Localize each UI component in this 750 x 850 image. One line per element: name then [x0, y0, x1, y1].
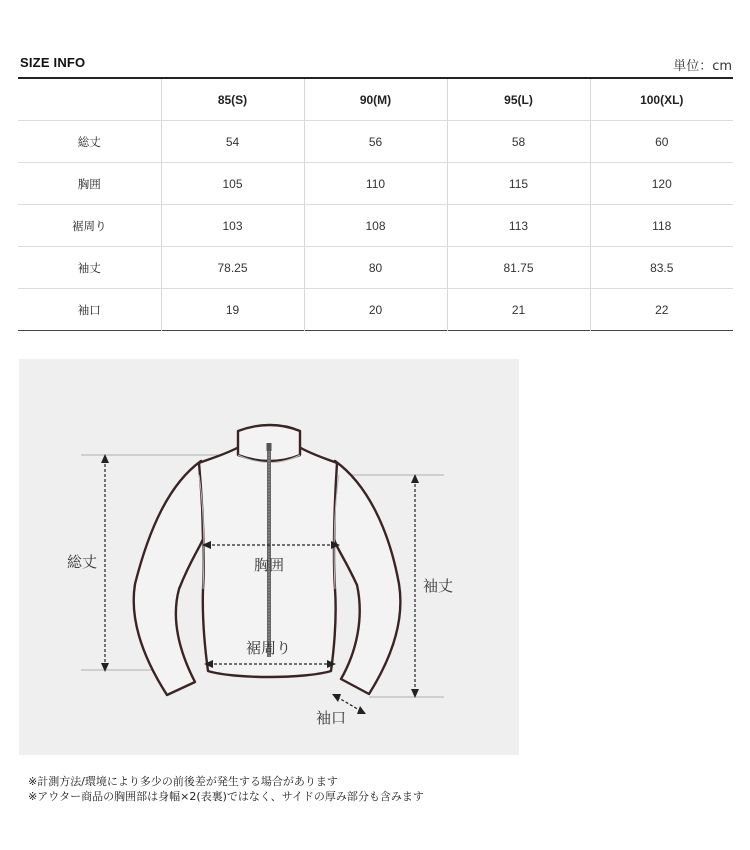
table-row	[18, 163, 733, 205]
table-cell: 58	[447, 121, 590, 163]
zipper	[267, 443, 272, 657]
row-label: 胸囲	[18, 163, 161, 205]
table-cell: 105	[161, 163, 304, 205]
size-table	[18, 77, 733, 331]
column-header	[18, 78, 161, 121]
row-label: 袖丈	[18, 247, 161, 289]
table-cell: 110	[304, 163, 447, 205]
row-label: 総丈	[18, 121, 161, 163]
table-cell: 115	[447, 163, 590, 205]
sleeve-length-label: 袖丈	[423, 577, 454, 595]
table-cell: 80	[304, 247, 447, 289]
table-row	[18, 289, 733, 331]
column-header: 100(XL)	[590, 78, 733, 121]
measurement-notes	[28, 775, 424, 804]
table-row	[18, 121, 733, 163]
total-length-label: 総丈	[67, 553, 98, 571]
table-cell: 108	[304, 205, 447, 247]
chest-label: 胸囲	[254, 556, 285, 574]
table-cell: 83.5	[590, 247, 733, 289]
table-row	[18, 247, 733, 289]
table-cell: 81.75	[447, 247, 590, 289]
unit-label: 単位：cm	[673, 59, 732, 74]
table-cell: 19	[161, 289, 304, 331]
table-cell: 113	[447, 205, 590, 247]
note-line: ※アウター商品の胸囲部は身幅×2(表裏)ではなく、サイドの厚み部分も含みます	[28, 789, 424, 803]
garment-diagram	[19, 359, 519, 755]
jacket-illustration	[19, 359, 519, 755]
table-cell: 54	[161, 121, 304, 163]
row-label: 裾周り	[18, 205, 161, 247]
row-label: 袖口	[18, 289, 161, 331]
note-line: ※計測方法/環境により多少の前後差が発生する場合があります	[28, 775, 338, 788]
table-cell: 22	[655, 302, 669, 317]
column-header: 95(L)	[447, 78, 590, 121]
table-cell: 20	[304, 289, 447, 331]
table-cell: 21	[447, 289, 590, 331]
table-row	[18, 205, 733, 247]
hem-label: 裾周り	[246, 639, 292, 657]
size-info-title: SIZE INFO	[20, 55, 86, 70]
table-cell: 60	[590, 121, 733, 163]
table-cell: 103	[161, 205, 304, 247]
table-header-row	[18, 78, 733, 121]
table-cell: 120	[590, 163, 733, 205]
table-cell: 56	[304, 121, 447, 163]
cuff-label: 袖口	[316, 709, 347, 727]
column-header: 90(M)	[304, 78, 447, 121]
column-header: 85(S)	[161, 78, 304, 121]
table-cell: 118	[590, 205, 733, 247]
table-cell: 78.25	[161, 247, 304, 289]
